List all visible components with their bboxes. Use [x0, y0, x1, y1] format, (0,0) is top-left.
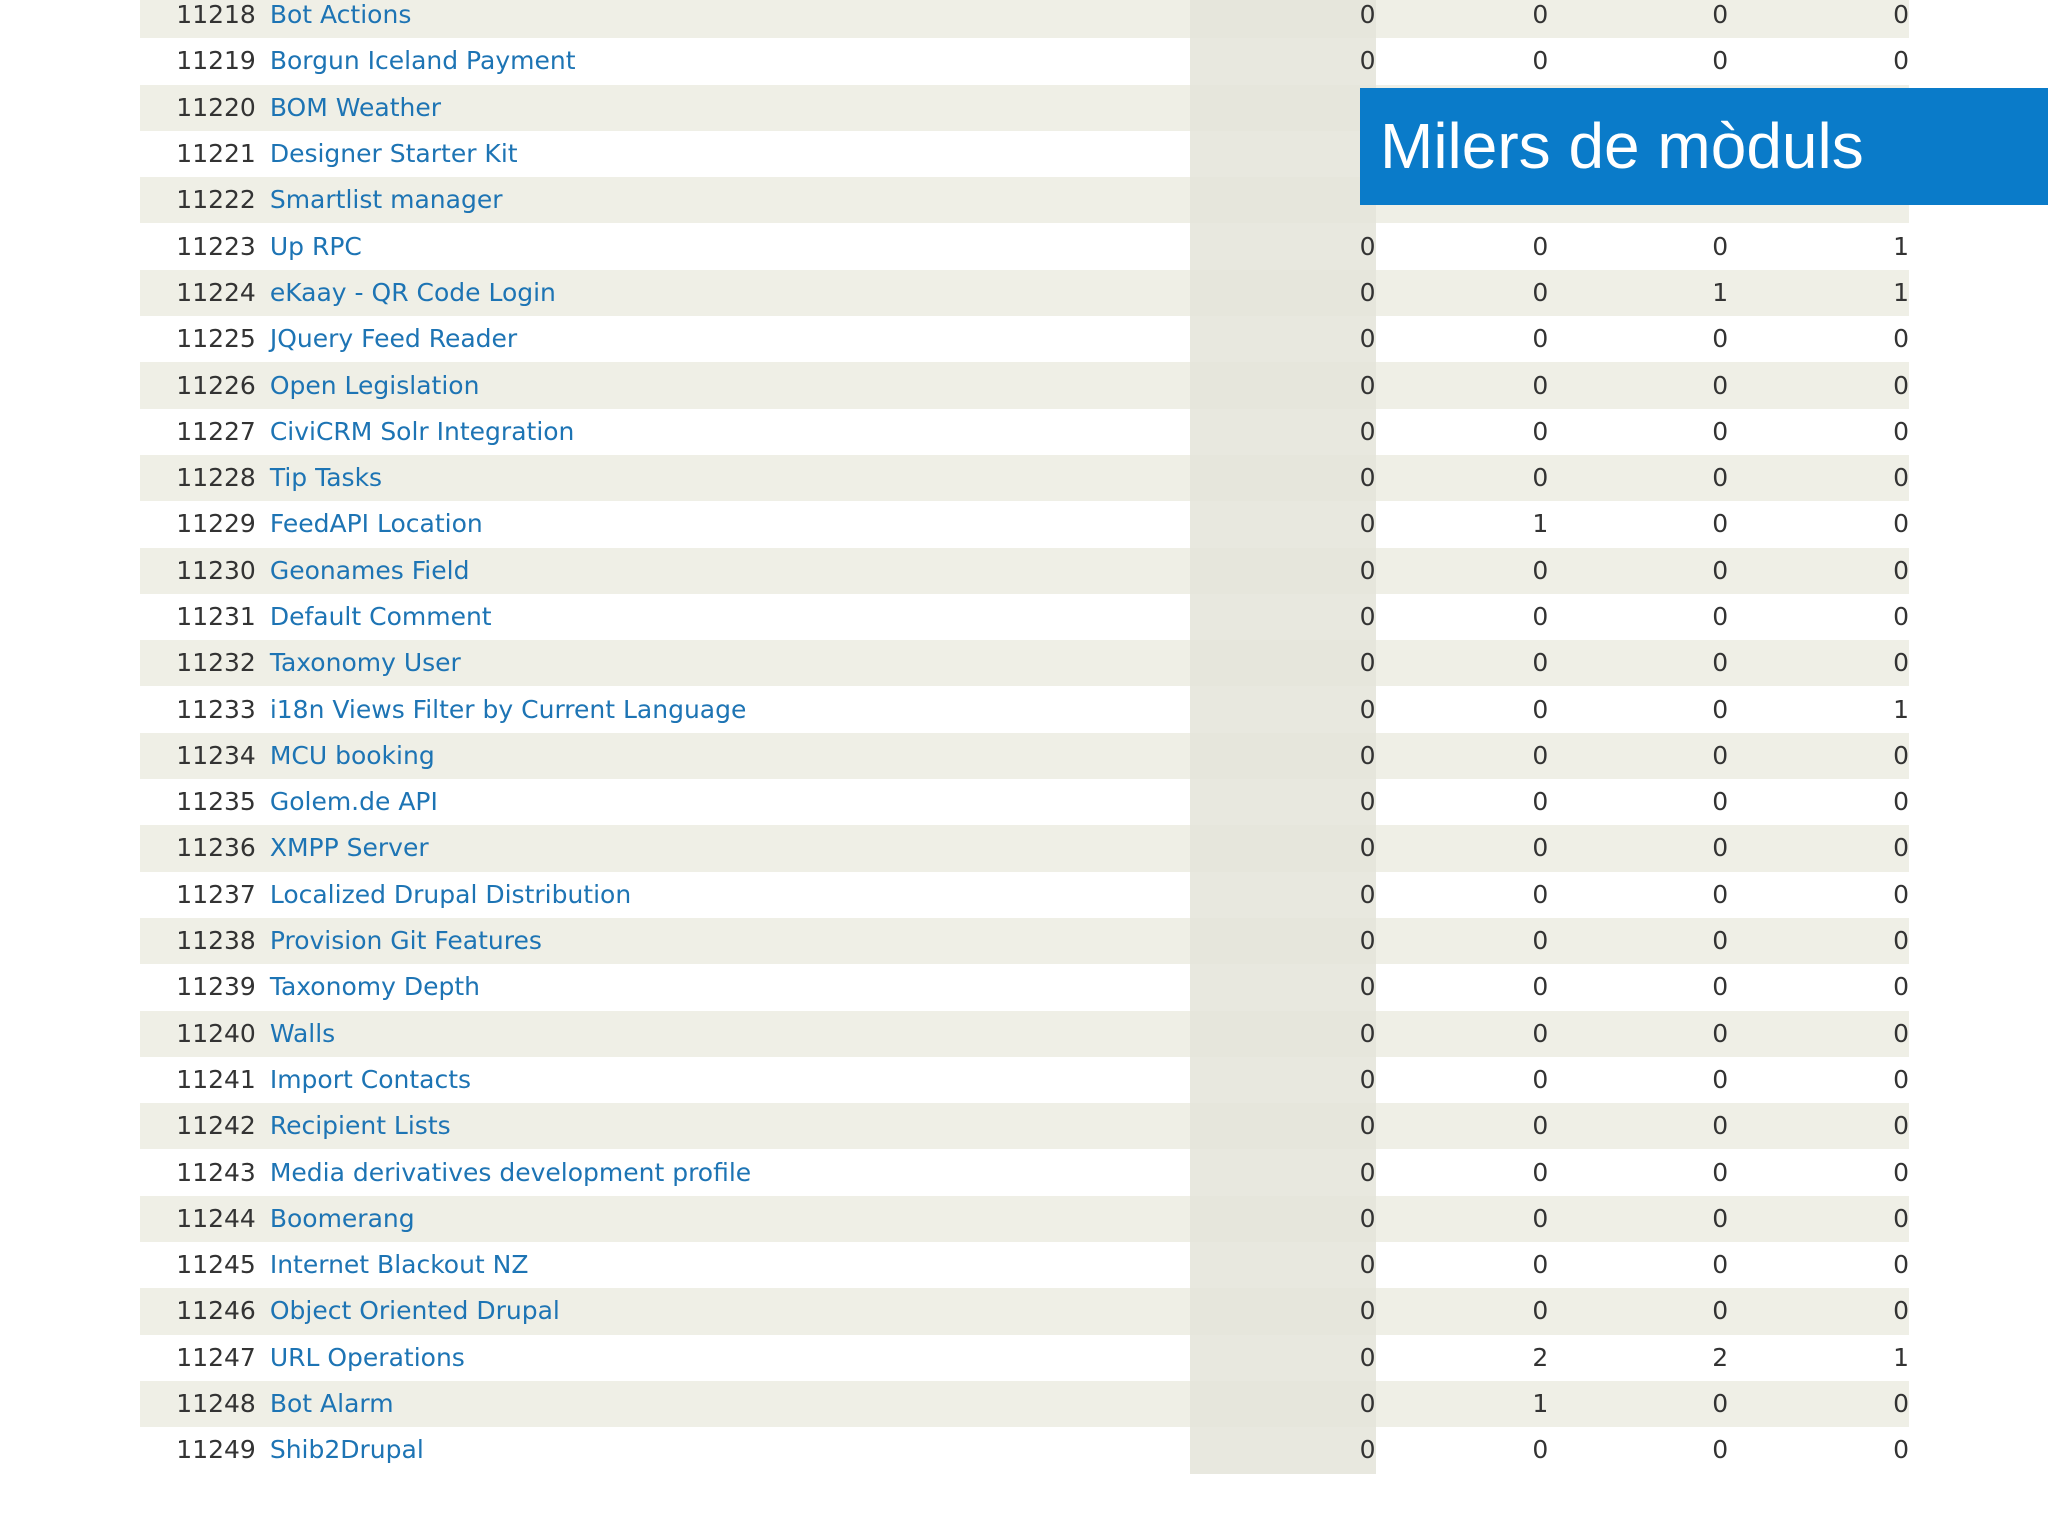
module-id-cell: 11240: [140, 1011, 256, 1057]
stat-cell-2: 0: [1376, 1196, 1549, 1242]
table-row: [140, 501, 1909, 547]
stat-cell-2: 0: [1376, 270, 1549, 316]
stat-cell-2: 0: [1376, 825, 1549, 871]
module-id-cell: 11241: [140, 1057, 256, 1103]
module-id-cell: 11218: [140, 0, 256, 38]
stat-cell-1: 0: [1190, 1057, 1376, 1103]
module-name-cell: [256, 1011, 1190, 1057]
stat-cell-3: 0: [1548, 1288, 1728, 1334]
module-name-link[interactable]: Localized Drupal Distribution: [269, 879, 632, 909]
stat-cell-3: 0: [1548, 779, 1728, 825]
module-name-cell: [256, 779, 1190, 825]
stat-cell-4: 0: [1728, 594, 1909, 640]
table-row: [140, 733, 1909, 779]
table-row: [140, 964, 1909, 1010]
stat-cell-3: 0: [1548, 1057, 1728, 1103]
stat-cell-4: 0: [1728, 964, 1909, 1010]
module-name-cell: [256, 1288, 1190, 1334]
stat-cell-1: 0: [1190, 501, 1376, 547]
stat-cell-3: 0: [1548, 1381, 1728, 1427]
module-id-cell: 11243: [140, 1149, 256, 1195]
module-name-link[interactable]: Object Oriented Drupal: [269, 1296, 560, 1326]
stat-cell-4: 0: [1728, 548, 1909, 594]
stat-cell-4: 0: [1728, 872, 1909, 918]
module-id-cell: 11222: [140, 177, 256, 223]
table-row: [140, 362, 1909, 408]
module-name-cell: [256, 1427, 1190, 1473]
module-name-link[interactable]: Bot Actions: [269, 0, 412, 30]
stat-cell-1: 0: [1190, 548, 1376, 594]
module-name-link[interactable]: MCU booking: [269, 740, 435, 770]
module-name-cell: [256, 918, 1190, 964]
stat-cell-3: 0: [1548, 455, 1728, 501]
module-id-cell: 11236: [140, 825, 256, 871]
stat-cell-4: 0: [1728, 825, 1909, 871]
module-name-link[interactable]: Boomerang: [269, 1203, 415, 1233]
module-id-cell: 11223: [140, 223, 256, 269]
module-name-link[interactable]: Import Contacts: [269, 1064, 472, 1094]
table-row: [140, 1288, 1909, 1334]
stat-cell-4: 0: [1728, 640, 1909, 686]
stat-cell-3: 0: [1548, 1427, 1728, 1473]
stat-cell-1: 0: [1190, 270, 1376, 316]
stat-cell-4: 0: [1728, 1381, 1909, 1427]
module-name-cell: [256, 548, 1190, 594]
table-row: [140, 594, 1909, 640]
table-row: [140, 1242, 1909, 1288]
stat-cell-4: 1: [1728, 223, 1909, 269]
module-name-cell: [256, 825, 1190, 871]
stat-cell-1: 0: [1190, 918, 1376, 964]
module-name-cell: [256, 316, 1190, 362]
stat-cell-4: 0: [1728, 455, 1909, 501]
stat-cell-4: 0: [1728, 501, 1909, 547]
module-name-link[interactable]: Designer Starter Kit: [269, 139, 518, 169]
stat-cell-3: 0: [1548, 0, 1728, 38]
stat-cell-2: 0: [1376, 1427, 1549, 1473]
module-id-cell: 11234: [140, 733, 256, 779]
stat-cell-3: 2: [1548, 1335, 1728, 1381]
table-row: [140, 548, 1909, 594]
table-row: [140, 1381, 1909, 1427]
module-name-link[interactable]: XMPP Server: [269, 833, 429, 863]
table-row: [140, 825, 1909, 871]
stat-cell-2: 1: [1376, 501, 1549, 547]
stat-cell-1: 0: [1190, 455, 1376, 501]
module-id-cell: 11245: [140, 1242, 256, 1288]
module-name-link[interactable]: BOM Weather: [269, 92, 441, 122]
stat-cell-1: [1190, 131, 1376, 177]
stat-cell-2: 0: [1376, 640, 1549, 686]
stat-cell-1: 0: [1190, 964, 1376, 1010]
stat-cell-3: 0: [1548, 362, 1728, 408]
module-name-link[interactable]: Walls: [269, 1018, 336, 1048]
module-name-link[interactable]: Borgun Iceland Payment: [269, 46, 576, 76]
module-name-cell: [256, 872, 1190, 918]
stat-cell-2: 0: [1376, 1288, 1549, 1334]
stat-cell-1: [1190, 85, 1376, 131]
table-row: [140, 270, 1909, 316]
module-id-cell: 11220: [140, 85, 256, 131]
stat-cell-2: 0: [1376, 594, 1549, 640]
module-name-link[interactable]: Media derivatives development profile: [269, 1157, 752, 1187]
module-name-cell: [256, 131, 1190, 177]
stat-cell-3: 0: [1548, 548, 1728, 594]
stat-cell-2: 0: [1376, 223, 1549, 269]
module-id-cell: 11226: [140, 362, 256, 408]
module-id-cell: 11248: [140, 1381, 256, 1427]
stat-cell-2: 0: [1376, 409, 1549, 455]
stat-cell-2: 0: [1376, 1011, 1549, 1057]
stat-cell-4: 0: [1728, 779, 1909, 825]
stat-cell-2: 1: [1376, 1381, 1549, 1427]
stat-cell-4: 0: [1728, 1288, 1909, 1334]
module-name-cell: [256, 409, 1190, 455]
module-name-cell: [256, 501, 1190, 547]
stat-cell-4: 1: [1728, 1335, 1909, 1381]
stat-cell-2: 0: [1376, 362, 1549, 408]
modules-table: [140, 0, 1909, 1474]
stat-cell-1: 0: [1190, 686, 1376, 732]
stat-cell-4: 0: [1728, 362, 1909, 408]
module-name-cell: [256, 594, 1190, 640]
stat-cell-1: 0: [1190, 1381, 1376, 1427]
stat-cell-3: 0: [1548, 825, 1728, 871]
stat-cell-3: 0: [1548, 223, 1728, 269]
table-row: [140, 1335, 1909, 1381]
stat-cell-3: 0: [1548, 640, 1728, 686]
stat-cell-1: 0: [1190, 872, 1376, 918]
module-name-link[interactable]: Internet Blackout NZ: [269, 1250, 529, 1280]
module-name-link[interactable]: Tip Tasks: [269, 463, 383, 493]
stat-cell-3: 0: [1548, 501, 1728, 547]
stat-cell-2: 0: [1376, 38, 1549, 84]
module-name-link[interactable]: Bot Alarm: [269, 1389, 394, 1419]
stat-cell-2: 0: [1376, 686, 1549, 732]
module-id-cell: 11238: [140, 918, 256, 964]
module-id-cell: 11224: [140, 270, 256, 316]
module-name-cell: [256, 0, 1190, 38]
module-name-cell: [256, 1381, 1190, 1427]
stat-cell-3: 0: [1548, 1149, 1728, 1195]
module-id-cell: 11237: [140, 872, 256, 918]
stat-cell-3: 0: [1548, 1011, 1728, 1057]
module-name-cell: [256, 686, 1190, 732]
module-name-link[interactable]: Default Comment: [269, 602, 492, 631]
stat-cell-3: 1: [1548, 270, 1728, 316]
table-row: [140, 1149, 1909, 1195]
module-id-cell: 11219: [140, 38, 256, 84]
stat-cell-1: 0: [1190, 1335, 1376, 1381]
module-name-cell: [256, 1103, 1190, 1149]
module-name-cell: [256, 455, 1190, 501]
stat-cell-1: [1190, 177, 1376, 223]
stat-cell-1: 0: [1190, 1242, 1376, 1288]
module-id-cell: 11242: [140, 1103, 256, 1149]
module-name-link[interactable]: Provision Git Features: [269, 926, 542, 956]
table-row: [140, 686, 1909, 732]
module-id-cell: 11249: [140, 1427, 256, 1473]
stat-cell-1: 0: [1190, 1196, 1376, 1242]
table-row: [140, 1103, 1909, 1149]
module-name-cell: [256, 1057, 1190, 1103]
module-name-cell: [256, 177, 1190, 223]
stat-cell-1: 0: [1190, 1011, 1376, 1057]
stat-cell-1: 0: [1190, 316, 1376, 362]
module-name-cell: [256, 85, 1190, 131]
stat-cell-2: 0: [1376, 779, 1549, 825]
module-name-link[interactable]: URL Operations: [269, 1342, 465, 1372]
module-name-link[interactable]: CiviCRM Solr Integration: [269, 416, 575, 446]
stat-cell-4: 0: [1728, 409, 1909, 455]
table-row: [140, 1196, 1909, 1242]
stat-cell-4: 0: [1728, 316, 1909, 362]
stat-cell-4: 0: [1728, 1149, 1909, 1195]
stat-cell-1: 0: [1190, 594, 1376, 640]
stat-cell-1: 0: [1190, 779, 1376, 825]
module-name-link[interactable]: eKaay - QR Code Login: [269, 277, 556, 307]
module-name-link[interactable]: Up RPC: [269, 231, 362, 261]
stat-cell-2: 2: [1376, 1335, 1549, 1381]
module-name-cell: [256, 1196, 1190, 1242]
module-id-cell: 11225: [140, 316, 256, 362]
module-name-link[interactable]: Taxonomy Depth: [269, 972, 480, 1002]
module-id-cell: 11229: [140, 501, 256, 547]
module-id-cell: 11230: [140, 548, 256, 594]
stat-cell-1: 0: [1190, 0, 1376, 38]
stat-cell-3: 0: [1548, 409, 1728, 455]
stat-cell-2: 0: [1376, 733, 1549, 779]
module-name-cell: [256, 1149, 1190, 1195]
stat-cell-2: 0: [1376, 1242, 1549, 1288]
table-row: [140, 223, 1909, 269]
stat-cell-3: 0: [1548, 964, 1728, 1010]
module-name-link[interactable]: FeedAPI Location: [269, 509, 483, 539]
module-name-link[interactable]: Taxonomy User: [269, 648, 461, 678]
table-row: [140, 316, 1909, 362]
modules-table-body: [140, 0, 1909, 1474]
module-name-cell: [256, 270, 1190, 316]
stat-cell-4: 0: [1728, 0, 1909, 38]
stat-cell-1: 0: [1190, 1288, 1376, 1334]
table-row: [140, 918, 1909, 964]
module-id-cell: 11235: [140, 779, 256, 825]
module-name-link[interactable]: i18n Views Filter by Current Language: [269, 694, 747, 724]
stat-cell-2: 0: [1376, 964, 1549, 1010]
stat-cell-4: 0: [1728, 1103, 1909, 1149]
module-id-cell: 11231: [140, 594, 256, 640]
module-name-cell: [256, 362, 1190, 408]
stat-cell-4: 0: [1728, 1011, 1909, 1057]
module-name-link[interactable]: Shib2Drupal: [269, 1435, 424, 1465]
module-name-cell: [256, 640, 1190, 686]
stat-cell-4: 0: [1728, 1196, 1909, 1242]
module-id-cell: 11239: [140, 964, 256, 1010]
stat-cell-1: 0: [1190, 223, 1376, 269]
stat-cell-4: 0: [1728, 1427, 1909, 1473]
table-row: [140, 1057, 1909, 1103]
stat-cell-1: 0: [1190, 640, 1376, 686]
stat-cell-3: 0: [1548, 733, 1728, 779]
stat-cell-2: 0: [1376, 918, 1549, 964]
stat-cell-3: 0: [1548, 594, 1728, 640]
stat-cell-4: 0: [1728, 1057, 1909, 1103]
module-id-cell: 11244: [140, 1196, 256, 1242]
module-name-cell: [256, 1242, 1190, 1288]
stat-cell-2: 0: [1376, 0, 1549, 38]
module-name-cell: [256, 733, 1190, 779]
stat-cell-1: 0: [1190, 825, 1376, 871]
stat-cell-3: 0: [1548, 1196, 1728, 1242]
stat-cell-3: 0: [1548, 1103, 1728, 1149]
table-row: [140, 38, 1909, 84]
table-row: [140, 640, 1909, 686]
module-name-link[interactable]: JQuery Feed Reader: [269, 324, 518, 354]
module-id-cell: 11221: [140, 131, 256, 177]
module-name-link[interactable]: Smartlist manager: [269, 185, 503, 215]
module-id-cell: 11246: [140, 1288, 256, 1334]
stat-cell-1: 0: [1190, 1103, 1376, 1149]
stat-cell-2: 0: [1376, 1103, 1549, 1149]
module-id-cell: 11232: [140, 640, 256, 686]
module-id-cell: 11227: [140, 409, 256, 455]
module-name-link[interactable]: Golem.de API: [269, 787, 438, 817]
stat-cell-4: 0: [1728, 38, 1909, 84]
stat-cell-4: 0: [1728, 918, 1909, 964]
stat-cell-3: 0: [1548, 918, 1728, 964]
stat-cell-1: 0: [1190, 1427, 1376, 1473]
stat-cell-4: 1: [1728, 270, 1909, 316]
table-row: [140, 409, 1909, 455]
table-row: [140, 455, 1909, 501]
module-name-cell: [256, 964, 1190, 1010]
stat-cell-4: 1: [1728, 686, 1909, 732]
table-row: [140, 1011, 1909, 1057]
module-name-link[interactable]: Open Legislation: [269, 370, 480, 400]
stat-cell-1: 0: [1190, 733, 1376, 779]
module-name-cell: [256, 223, 1190, 269]
module-id-cell: 11228: [140, 455, 256, 501]
stat-cell-3: 0: [1548, 872, 1728, 918]
stat-cell-2: 0: [1376, 872, 1549, 918]
slide-title-banner: Milers de mòduls: [1360, 88, 2048, 205]
table-row: [140, 779, 1909, 825]
stat-cell-1: 0: [1190, 38, 1376, 84]
stat-cell-2: 0: [1376, 316, 1549, 362]
stat-cell-1: 0: [1190, 409, 1376, 455]
stat-cell-3: 0: [1548, 38, 1728, 84]
table-row: [140, 872, 1909, 918]
stat-cell-2: 0: [1376, 455, 1549, 501]
stat-cell-1: 0: [1190, 1149, 1376, 1195]
stat-cell-3: 0: [1548, 1242, 1728, 1288]
module-name-link[interactable]: Recipient Lists: [269, 1111, 451, 1141]
stat-cell-3: 0: [1548, 316, 1728, 362]
stat-cell-2: 0: [1376, 548, 1549, 594]
table-row: [140, 0, 1909, 38]
stat-cell-4: 0: [1728, 1242, 1909, 1288]
stat-cell-2: 0: [1376, 1057, 1549, 1103]
module-id-cell: 11247: [140, 1335, 256, 1381]
table-row: [140, 1427, 1909, 1473]
stat-cell-1: 0: [1190, 362, 1376, 408]
module-name-link[interactable]: Geonames Field: [269, 555, 470, 585]
module-name-cell: [256, 38, 1190, 84]
module-id-cell: 11233: [140, 686, 256, 732]
stat-cell-2: 0: [1376, 1149, 1549, 1195]
stat-cell-4: 0: [1728, 733, 1909, 779]
module-name-cell: [256, 1335, 1190, 1381]
stat-cell-3: 0: [1548, 686, 1728, 732]
